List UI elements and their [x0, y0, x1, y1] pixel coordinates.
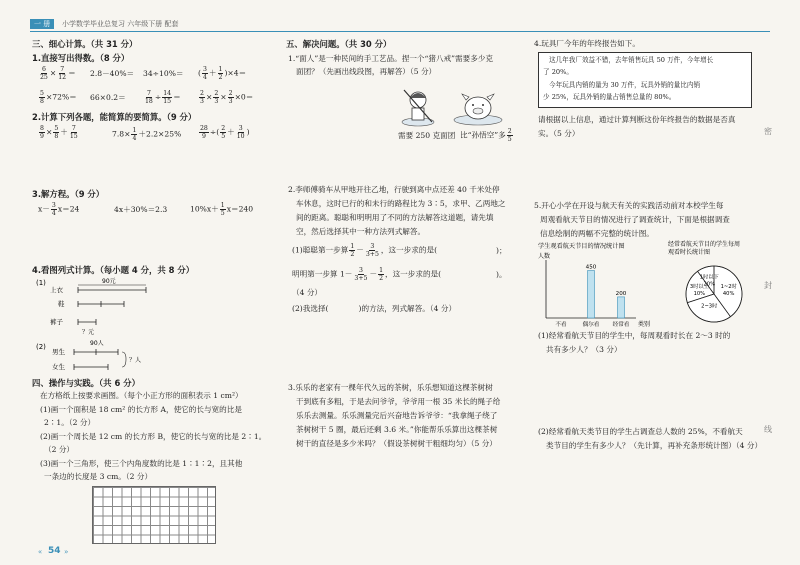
- p5-line-b: 周观看航天节目的情况进行了调查统计，下面是根据调查: [540, 215, 730, 224]
- q4-title: 4.看图列式计算。（每小题 4 分，共 8 分）: [32, 265, 195, 275]
- pie-slice-percent-3: 20%: [703, 281, 716, 288]
- s4-item-3: (3)画一个三角形，使三个内角度数的比是 1∶1∶2，且其他: [40, 459, 243, 468]
- pie-marks: [686, 266, 742, 322]
- q1-expr-7: $\frac{7}{18}$ ÷ $\frac{14}{15}$ ＝: [145, 90, 181, 105]
- q4-1-q: ？元: [82, 329, 95, 336]
- p2-2b: ，这一步求的是(: [385, 269, 442, 279]
- page-number: 54: [48, 546, 61, 556]
- bar-1: [588, 271, 595, 318]
- bar-category-label-1: 偶尔看: [582, 322, 600, 328]
- report-line-a: 这几年我厂效益不错，去年销售玩具 50 万件，今年增长: [549, 56, 714, 64]
- p3-line-b: 干到底有多粗，于是去问爷爷，爷爷用一根 35 米长的绳子给: [296, 397, 501, 406]
- s4-item-1b: 2∶1。（2 分）: [44, 418, 96, 427]
- grid-paper[interactable]: [92, 486, 216, 544]
- q4-1-label-c: 裤子: [50, 318, 63, 326]
- bar-2: [618, 297, 625, 318]
- p2-1a: (1)聪聪第一步算: [292, 245, 349, 255]
- q1-expr-4: ( $\frac{3}{4}$ ＋ $\frac{1}{2}$ )×4＝: [198, 66, 247, 81]
- q3-title: 3.解方程。（9 分）: [32, 189, 105, 199]
- header-badge: 一 册: [30, 19, 54, 29]
- q2-expr-2: 7.8× $\frac{1}{4}$ ＋2.2×25%: [112, 127, 182, 142]
- report-line-d: 少 25%，玩具外销的量占销售总量的 80%。: [543, 93, 676, 101]
- p5-q2-a: (2)经常看航天类节目的学生占调查总人数的 25%，不看航天: [538, 427, 743, 436]
- pie-chart-title-line2: 观看时长统计图: [668, 249, 711, 256]
- s4-intro: 在方格纸上按要求画图。（每个小正方形的面积表示 1 cm²）: [40, 391, 243, 400]
- p2-2d: （4 分）: [292, 288, 323, 297]
- p5-line-a: 5.开心小学在开设与航天有关的实践活动前对本校学生每: [534, 201, 724, 210]
- q2-title: 2.计算下列各题，能简算的要简算。（9 分）: [32, 112, 197, 122]
- p2-line-c: 间的距离。聪聪和明明用了不同的方法解答这道题，请先填: [296, 213, 494, 222]
- bar-category-label-2: 经常看: [612, 322, 630, 328]
- report-line-c: 今年玩具内销的量为 30 万件，玩具外销的量比内销: [549, 81, 701, 89]
- p2-2: 明明第一步算 1－ $\frac{3}{3+5}$ － $\frac{1}{2}$ ，这一步求的是(: [292, 267, 442, 282]
- pie-slice-label-1: 2~3时: [701, 303, 718, 310]
- next-page-arrow: »: [64, 548, 69, 556]
- q1-expr-3: 34÷10%＝: [143, 69, 184, 78]
- q1-expr-1: $\frac{6}{25}$ × $\frac{7}{12}$ ＝: [40, 66, 76, 81]
- q4-2-num: (2): [36, 343, 46, 351]
- p5-q1-a: (1)经常看航天节目的学生中，每周观看时长在 2～3 时的: [538, 331, 731, 340]
- q1-expr-2: 2.8－40%＝: [90, 69, 135, 78]
- bar-category-label-0: 不看: [555, 322, 567, 328]
- section3-title: 三、细心计算。（共 31 分）: [32, 39, 138, 49]
- q4-1-diagram: [36, 276, 176, 338]
- pie-chart-title-line1: 经常看航天节目的学生每周: [668, 241, 741, 248]
- p3-line-c: 乐乐去测量。乐乐测量完后兴奋地告诉爷爷：“我拿绳子绕了: [296, 411, 498, 420]
- p2-line-b: 车休息，这时已行的和未行的路程比为 3∶5，求甲、乙两地之: [296, 199, 506, 208]
- p1-caption-b-text: 比“孙悟空”多: [460, 130, 506, 140]
- bar-chart-ylabel: 人数: [538, 253, 551, 260]
- p2-line-a: 2.李师傅骑车从甲地开往乙地，行驶到离中点还差 40 千米处停: [288, 185, 500, 194]
- zhu-bajie-figurine: [454, 94, 502, 125]
- report-line-b: 了 20%。: [543, 68, 573, 76]
- p4-title: 4.玩具厂今年的年终报告如下。: [534, 39, 640, 48]
- prev-page-arrow: «: [38, 548, 43, 556]
- q3-eq-1: x－ $\frac{3}{4}$ x＝24: [38, 202, 80, 217]
- q2-expr-3: $\frac{28}{9}$ ÷( $\frac{2}{5}$ ＋ $\frac{3}{10}$ ): [200, 125, 250, 140]
- q1-title: 1.直接写出得数。（8 分）: [32, 53, 130, 63]
- pie-slice-label-0: 1~2时: [720, 284, 737, 291]
- p2-2c: )。: [496, 270, 507, 279]
- q2-expr-2a: 7.8×: [112, 129, 131, 139]
- q1-expr-5: $\frac{5}{8}$ ×72%＝: [40, 90, 77, 105]
- q3-eq-2: 4x＋30%＝2.3: [114, 205, 168, 214]
- pie-chart: [664, 238, 760, 330]
- q4-1-num: (1): [36, 279, 46, 287]
- q1-expr-6: 66×0.2＝: [90, 93, 126, 102]
- p1-line-a: 1.“面人”是一种民间的手工艺品。捏一个“猪八戒”需要多少克: [288, 54, 494, 63]
- bar-chart-xlabel: 类别: [638, 321, 651, 328]
- q3-eq-3b: x＝240: [226, 204, 254, 214]
- dough-figurines-illustration: [398, 84, 520, 128]
- q4-2-label-b: 女生: [52, 363, 65, 371]
- q2-expr-1: $\frac{8}{9}$ × $\frac{5}{8}$ ＋ $\frac{7}{15}$: [40, 125, 78, 140]
- p3-line-e: 树干的直径是多少米吗？（假设茶树树干粗细均匀）（5 分）: [296, 439, 497, 448]
- q4-1-label-b: 鞋: [58, 300, 65, 308]
- p2-1b: ，这一步求的是(: [380, 245, 438, 255]
- section4-title: 四、操作与实践。（共 6 分）: [32, 378, 140, 388]
- p5-q2-b: 类节目的学生有多少人？（先计算，再补充条形统计图）（4 分）: [546, 441, 763, 450]
- header-rule: [30, 31, 770, 32]
- sun-wukong-figurine: [402, 90, 434, 126]
- p2-3a: (2)我选择(: [292, 304, 329, 313]
- p1-line-b: 面团？（先画出线段图，再解答）（5 分）: [296, 67, 437, 76]
- p2-line-d: 空，然后选择其中一种方法列式解答。: [296, 227, 426, 236]
- q3-eq-3: 10%x＋ $\frac{1}{5}$ x＝240: [190, 202, 254, 217]
- annual-report-box: [538, 52, 752, 108]
- p2-1c: )；: [496, 246, 507, 255]
- pie-slice-label-2: 3时以上: [689, 284, 709, 291]
- p5-q1-b: 共有多少人？（3 分）: [546, 345, 622, 354]
- q4-1-total: 90元: [102, 278, 116, 285]
- p1-caption-a: 需要 250 克面团: [398, 131, 456, 140]
- p2-1: (1)聪聪第一步算 $\frac{1}{2}$ － $\frac{3}{3+5}$ ，这一步求的是(: [292, 243, 438, 258]
- q1-expr-8: $\frac{2}{3}$ × $\frac{2}{3}$ × $\frac{2}{3}$ ×0＝: [200, 90, 254, 105]
- p1-caption-b: 比“孙悟空”多 $\frac{2}{5}$: [460, 128, 512, 143]
- q4-2-brace: [122, 352, 126, 367]
- q4-1-label-a: 上衣: [50, 286, 63, 294]
- bar-chart: [536, 240, 660, 330]
- binding-mark-mi: 密: [764, 127, 772, 136]
- s4-item-3b: 一条边的长度是 3 cm。（2 分）: [44, 472, 153, 481]
- q3-eq-1a: x－: [38, 204, 50, 214]
- p4-question-b: 实。（5 分）: [538, 129, 580, 138]
- q3-eq-1b: x＝24: [57, 204, 80, 214]
- pie-slice-label-3: 1时以下: [699, 274, 719, 281]
- p2-3b: )的方法，列式解答。（4 分）: [358, 304, 457, 313]
- p2-2a: 明明第一步算 1－: [292, 269, 353, 279]
- p3-line-d: 茶树树干 5 圈，最后还剩 3.6 米。”你能帮乐乐算出这棵茶树: [296, 425, 498, 434]
- bar-value-label-1: 450: [585, 264, 597, 271]
- q4-2-total: 90人: [90, 340, 104, 347]
- pie-slice-percent-0: 40%: [722, 291, 735, 298]
- p4-question-a: 请根据以上信息，通过计算判断这份年终报告的数据是否真: [538, 115, 736, 124]
- q4-2-label-a: 男生: [52, 348, 65, 356]
- section5-title: 五、解决问题。（共 30 分）: [286, 39, 392, 49]
- bar-marks: [555, 265, 629, 328]
- q2-expr-2b: ＋2.2×25%: [138, 129, 182, 139]
- header-title: 小学数学毕业总复习 六年级下册 配套: [62, 20, 179, 28]
- bar-value-label-2: 200: [615, 290, 627, 297]
- s4-item-2b: （2 分）: [44, 445, 75, 454]
- s4-item-2: (2)画一个周长是 12 cm 的长方形 B，使它的长与宽的比是 2∶1。: [40, 432, 267, 441]
- q4-2-q: ？人: [129, 357, 142, 364]
- binding-mark-feng: 封: [764, 281, 772, 290]
- s4-item-1: (1)画一个面积是 18 cm² 的长方形 A，使它的长与宽的比是: [40, 405, 242, 414]
- p3-line-a: 3.乐乐的老家有一棵年代久远的茶树，乐乐想知道这棵茶树树: [288, 383, 493, 392]
- pie-slice-percent-2: 10%: [693, 291, 706, 298]
- q4-2-diagram: [36, 340, 176, 374]
- bar-chart-title: 学生观看航天节目的情况统计图: [538, 243, 625, 250]
- p5-line-c: 信息绘制的两幅不完整的统计图。: [540, 229, 654, 238]
- binding-mark-xian: 线: [764, 425, 772, 434]
- p2-3: [292, 303, 456, 315]
- q3-eq-3a: 10%x＋: [190, 204, 219, 214]
